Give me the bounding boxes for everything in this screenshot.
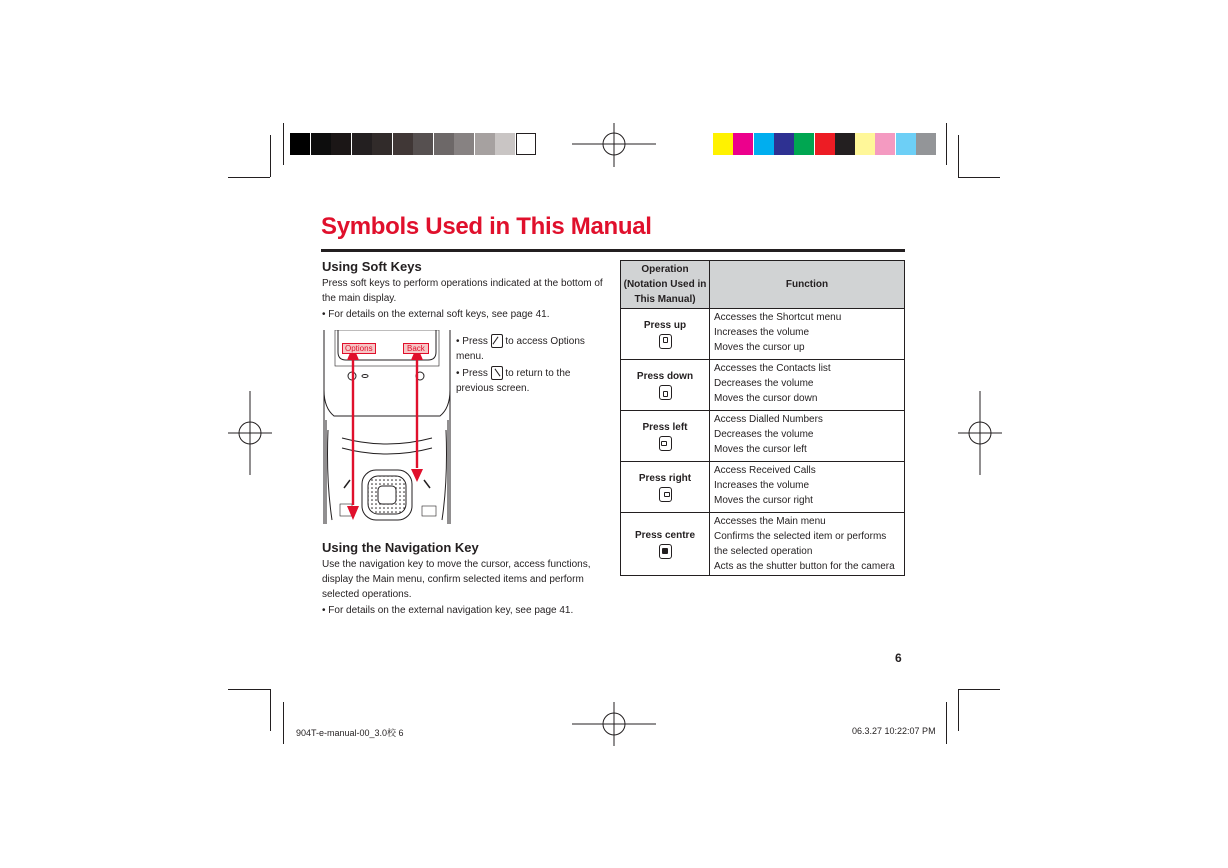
operations-table	[620, 260, 905, 576]
gray-swatch	[413, 133, 433, 155]
gray-swatch	[516, 133, 536, 155]
note-text: to access Options menu.	[456, 336, 585, 362]
soft-keys-heading: Using Soft Keys	[322, 259, 422, 274]
color-swatch	[916, 133, 936, 155]
function-item: Access Dialled Numbers	[714, 414, 823, 425]
nav-key-bullet: • For details on the external navigation key, see page 41.	[322, 605, 574, 616]
registration-mark-top-icon	[572, 123, 656, 167]
table-row	[621, 309, 905, 360]
function-cell	[710, 411, 905, 462]
left-soft-key-icon	[491, 334, 503, 348]
nav-centre-icon	[659, 544, 672, 559]
right-soft-key-icon	[491, 366, 503, 380]
operation-cell	[621, 411, 710, 462]
color-swatch	[815, 133, 835, 155]
table-row	[621, 411, 905, 462]
page-title: Symbols Used in This Manual	[321, 213, 652, 240]
nav-right-icon	[659, 487, 672, 502]
screen-back-label: Back	[403, 343, 429, 354]
color-swatch	[875, 133, 895, 155]
function-cell	[710, 309, 905, 360]
color-swatch	[733, 133, 753, 155]
function-item: Confirms the selected item or performs the selected operation	[714, 531, 887, 557]
header-function: Function	[710, 261, 905, 309]
title-rule	[321, 249, 905, 252]
nav-key-heading: Using the Navigation Key	[322, 540, 479, 555]
operation-label: Press right	[638, 472, 692, 484]
soft-key-note-back	[456, 366, 611, 396]
gray-swatch	[311, 133, 331, 155]
function-item: Accesses the Contacts list	[714, 363, 831, 374]
operation-label: Press down	[636, 370, 694, 382]
function-cell	[710, 462, 905, 513]
gray-swatch	[434, 133, 454, 155]
nav-left-icon	[659, 436, 672, 451]
color-swatch	[754, 133, 774, 155]
function-cell	[710, 513, 905, 576]
gray-swatch	[352, 133, 372, 155]
footer-timestamp: 06.3.27 10:22:07 PM	[852, 726, 936, 736]
registration-mark-right-icon	[958, 391, 1002, 475]
soft-key-note-options	[456, 334, 611, 364]
color-swatch	[835, 133, 855, 155]
note-prefix: • Press	[456, 368, 491, 379]
function-item: Decreases the volume	[714, 378, 814, 389]
function-item: Moves the cursor left	[714, 444, 807, 455]
gray-swatch	[331, 133, 351, 155]
function-cell	[710, 360, 905, 411]
table-row	[621, 462, 905, 513]
table-row	[621, 513, 905, 576]
operation-cell	[621, 360, 710, 411]
registration-mark-bottom-icon	[572, 702, 656, 746]
function-item: Decreases the volume	[714, 429, 814, 440]
soft-keys-bullet: • For details on the external soft keys, see page 41.	[322, 309, 550, 320]
soft-keys-description: Press soft keys to perform operations indicated at the bottom of the main display.	[322, 278, 603, 304]
gray-swatch	[393, 133, 413, 155]
screen-options-label: Options	[342, 343, 376, 354]
table-header-row	[621, 261, 905, 309]
operation-cell	[621, 462, 710, 513]
gray-swatch	[372, 133, 392, 155]
phone-body-icon	[322, 330, 452, 524]
nav-down-icon	[659, 385, 672, 400]
operation-label: Press centre	[634, 529, 696, 541]
function-item: Moves the cursor down	[714, 393, 818, 404]
gray-swatch	[495, 133, 515, 155]
color-swatch	[774, 133, 794, 155]
operation-label: Press up	[643, 319, 687, 331]
function-item: Moves the cursor right	[714, 495, 813, 506]
function-item: Accesses the Main menu	[714, 516, 826, 527]
operation-cell	[621, 513, 710, 576]
color-swatch	[794, 133, 814, 155]
page-number: 6	[895, 651, 902, 665]
function-item: Moves the cursor up	[714, 342, 805, 353]
operation-label: Press left	[642, 421, 688, 433]
note-text: to return to the previous screen.	[456, 368, 571, 394]
color-swatch	[855, 133, 875, 155]
header-operation: Operation (Notation Used in This Manual)	[621, 261, 710, 309]
note-prefix: • Press	[456, 336, 491, 347]
gray-swatch	[475, 133, 495, 155]
gray-swatch	[290, 133, 310, 155]
phone-illustration	[322, 330, 452, 524]
function-item: Accesses the Shortcut menu	[714, 312, 842, 323]
function-item: Increases the volume	[714, 480, 810, 491]
operation-cell	[621, 309, 710, 360]
function-item: Access Received Calls	[714, 465, 816, 476]
footer-file-label: 904T-e-manual-00_3.0校 6	[296, 728, 404, 738]
registration-mark-left-icon	[228, 391, 272, 475]
function-item: Increases the volume	[714, 327, 810, 338]
nav-up-icon	[659, 334, 672, 349]
nav-key-description: Use the navigation key to move the cursor, access functions, display the Main menu, confirm selected items and perform selected operations.	[322, 559, 591, 600]
color-swatch	[713, 133, 733, 155]
gray-swatch	[454, 133, 474, 155]
table-row	[621, 360, 905, 411]
color-swatch	[896, 133, 916, 155]
function-item: Acts as the shutter button for the camera	[714, 561, 895, 572]
